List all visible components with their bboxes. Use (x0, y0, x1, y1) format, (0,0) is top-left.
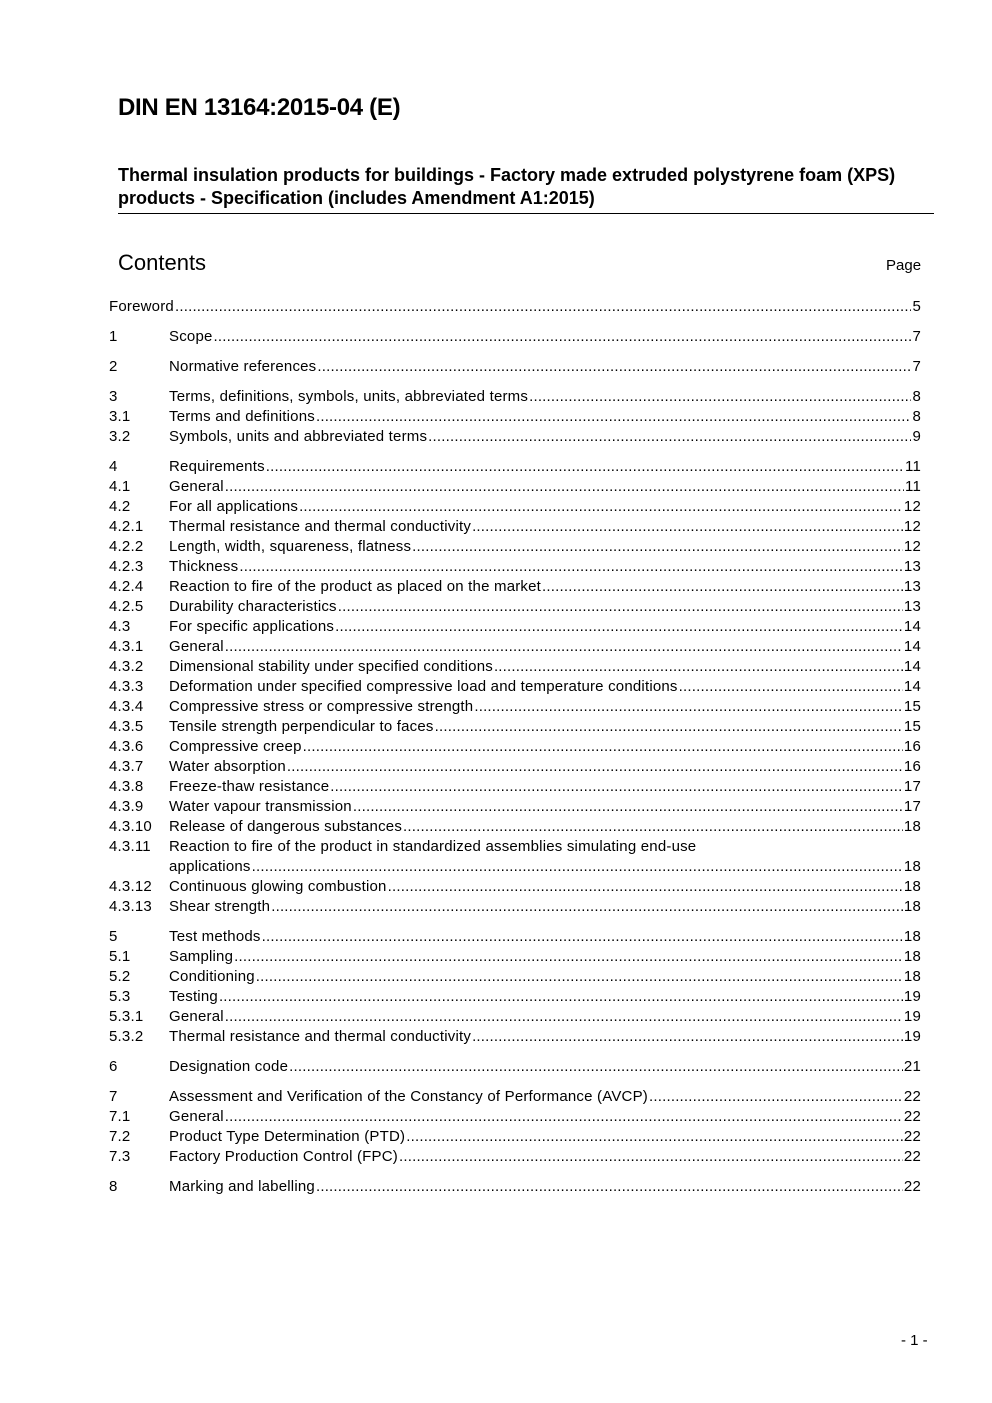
toc-page: 15 (903, 698, 921, 715)
toc-leader (317, 357, 911, 377)
toc-entry[interactable] (109, 427, 921, 447)
toc-entry[interactable] (109, 1007, 921, 1027)
toc-title: Assessment and Verification of the Constancy of Performance (AVCP) (169, 1088, 648, 1105)
toc-number: 4.3.1 (109, 638, 144, 655)
toc-page: 16 (903, 738, 921, 755)
page-number: - 1 - (901, 1332, 928, 1349)
toc-number: 4.3.6 (109, 738, 144, 755)
toc-leader (299, 497, 903, 517)
toc-entry[interactable] (109, 797, 921, 817)
toc-number: 7 (109, 1088, 118, 1105)
toc-title: Continuous glowing combustion (169, 878, 387, 895)
toc-leader (679, 677, 903, 697)
toc-number: 1 (109, 328, 118, 345)
toc-title: Scope (169, 328, 213, 345)
toc-title: Compressive stress or compressive strength (169, 698, 474, 715)
toc-page: 17 (903, 778, 921, 795)
toc-leader (225, 1107, 903, 1127)
toc-leader (271, 897, 903, 917)
toc-leader (225, 477, 904, 497)
toc-entry[interactable] (109, 1057, 921, 1077)
toc-page: 12 (903, 538, 921, 555)
toc-title: Product Type Determination (PTD) (169, 1128, 406, 1145)
toc-leader (494, 657, 903, 677)
toc-leader (252, 857, 903, 877)
toc-page: 22 (903, 1088, 921, 1105)
toc-number: 8 (109, 1178, 118, 1195)
toc-entry[interactable] (109, 697, 921, 717)
toc-title: Water vapour transmission (169, 798, 352, 815)
toc-page: 13 (903, 558, 921, 575)
toc-number: 3 (109, 388, 118, 405)
toc-page: 19 (903, 1008, 921, 1025)
toc-title: applications (169, 858, 251, 875)
toc-page: 14 (903, 678, 921, 695)
toc-title: Thickness (169, 558, 239, 575)
toc-title: Normative references (169, 358, 317, 375)
toc-title: Designation code (169, 1058, 289, 1075)
toc-entry[interactable] (109, 1147, 921, 1167)
toc-page: 18 (903, 968, 921, 985)
toc-title: Thermal resistance and thermal conductivity (169, 1028, 472, 1045)
toc-number: 4.1 (109, 478, 131, 495)
toc-number: 3.1 (109, 408, 131, 425)
toc-number: 4.3.2 (109, 658, 144, 675)
toc-title: Test methods (169, 928, 261, 945)
toc-entry[interactable] (109, 517, 921, 537)
toc-leader (412, 537, 903, 557)
toc-number: 4.3.11 (109, 838, 151, 855)
toc-page: 18 (903, 928, 921, 945)
toc-number: 4.3 (109, 618, 131, 635)
toc-leader (239, 557, 903, 577)
document-title: Thermal insulation products for buildings - Factory made extruded polystyrene foam (XPS) products - Specification (includes Amendment A1:2015) (118, 164, 934, 214)
toc-entry[interactable] (109, 737, 921, 757)
toc-title: Dimensional stability under specified conditions (169, 658, 493, 675)
toc-entry[interactable] (109, 327, 921, 347)
toc-entry[interactable] (109, 837, 921, 877)
toc-number: 5.1 (109, 948, 131, 965)
toc-number: 5.3.1 (109, 1008, 144, 1025)
toc-leader (316, 407, 912, 427)
toc-entry[interactable] (109, 1107, 921, 1127)
toc-title: For specific applications (169, 618, 335, 635)
toc-number: 7.3 (109, 1148, 131, 1165)
toc-number: 4.3.5 (109, 718, 144, 735)
toc-number: 4.2.2 (109, 538, 144, 555)
toc-number: 4.3.10 (109, 818, 152, 835)
toc-leader (335, 617, 903, 637)
toc-leader (289, 1057, 903, 1077)
toc-title: Thermal resistance and thermal conductivity (169, 518, 472, 535)
toc-leader (175, 297, 911, 317)
toc-number: 6 (109, 1058, 118, 1075)
toc-page: 18 (903, 858, 921, 875)
toc-title: Terms and definitions (169, 408, 315, 425)
toc-page: 19 (903, 1028, 921, 1045)
toc-title: Marking and labelling (169, 1178, 315, 1195)
toc-entry[interactable] (109, 777, 921, 797)
toc-leader (287, 757, 903, 777)
toc-number: 7.2 (109, 1128, 131, 1145)
toc-entry[interactable] (109, 817, 921, 837)
toc-number: 7.1 (109, 1108, 131, 1125)
toc-leader (649, 1087, 903, 1107)
toc-leader (406, 1127, 903, 1147)
toc-leader (225, 637, 903, 657)
toc-leader (472, 1027, 903, 1047)
toc-title: Tensile strength perpendicular to faces (169, 718, 434, 735)
toc-page: 19 (903, 988, 921, 1005)
toc-page: 13 (903, 578, 921, 595)
toc-title: Durability characteristics (169, 598, 337, 615)
toc-number: 4.3.13 (109, 898, 152, 915)
toc-page: 16 (903, 758, 921, 775)
toc-entry[interactable] (109, 407, 921, 427)
toc-title: Terms, definitions, symbols, units, abbreviated terms (169, 388, 529, 405)
table-of-contents (109, 297, 921, 1197)
toc-leader (256, 967, 903, 987)
toc-leader (225, 1007, 903, 1027)
toc-entry[interactable] (109, 947, 921, 967)
toc-entry[interactable] (109, 597, 921, 617)
toc-page: 18 (903, 818, 921, 835)
toc-entry[interactable] (109, 387, 921, 407)
toc-leader (316, 1177, 903, 1197)
toc-title: General (169, 1108, 224, 1125)
document-id: DIN EN 13164:2015-04 (E) (118, 94, 401, 121)
toc-title: Shear strength (169, 898, 271, 915)
toc-title: For all applications (169, 498, 299, 515)
toc-title: Reaction to fire of the product as placed on the market (169, 578, 542, 595)
toc-number: 4.3.9 (109, 798, 144, 815)
toc-number: 3.2 (109, 428, 131, 445)
toc-number: 4.3.7 (109, 758, 144, 775)
toc-leader (428, 427, 911, 447)
toc-entry[interactable] (109, 457, 921, 477)
toc-number: 4.3.12 (109, 878, 152, 895)
toc-number: 5 (109, 928, 118, 945)
toc-page: 7 (912, 358, 921, 375)
toc-entry[interactable] (109, 1087, 921, 1107)
toc-entry[interactable] (109, 637, 921, 657)
toc-entry[interactable] (109, 677, 921, 697)
toc-page: 13 (903, 598, 921, 615)
toc-page: 22 (903, 1128, 921, 1145)
toc-page: 18 (903, 898, 921, 915)
toc-title: Factory Production Control (FPC) (169, 1148, 398, 1165)
toc-entry[interactable] (109, 1027, 921, 1047)
toc-number: 4.2.3 (109, 558, 144, 575)
toc-leader (266, 457, 904, 477)
toc-entry[interactable] (109, 357, 921, 377)
toc-page: 9 (912, 428, 921, 445)
toc-page: 14 (903, 658, 921, 675)
toc-page: 7 (912, 328, 921, 345)
toc-leader (214, 327, 912, 347)
toc-entry[interactable] (109, 987, 921, 1007)
toc-number: 4.2.4 (109, 578, 144, 595)
toc-title: Water absorption (169, 758, 286, 775)
toc-page: 15 (903, 718, 921, 735)
toc-leader (399, 1147, 903, 1167)
toc-number: 4.3.8 (109, 778, 144, 795)
toc-entry[interactable] (109, 927, 921, 947)
toc-leader (219, 987, 903, 1007)
toc-entry[interactable] (109, 557, 921, 577)
toc-page: 14 (903, 638, 921, 655)
toc-entry[interactable] (109, 757, 921, 777)
toc-leader (542, 577, 903, 597)
toc-title: Deformation under specified compressive load and temperature conditions (169, 678, 678, 695)
toc-entry[interactable] (109, 717, 921, 737)
toc-leader (262, 927, 903, 947)
toc-entry[interactable] (109, 617, 921, 637)
toc-entry[interactable] (109, 477, 921, 497)
toc-page: 8 (912, 408, 921, 425)
toc-page: 8 (912, 388, 921, 405)
toc-title: General (169, 1008, 224, 1025)
toc-entry[interactable] (109, 897, 921, 917)
toc-number: 4.3.3 (109, 678, 144, 695)
toc-page: 18 (903, 948, 921, 965)
toc-leader (388, 877, 903, 897)
toc-page: 12 (903, 498, 921, 515)
toc-page: 17 (903, 798, 921, 815)
toc-leader (338, 597, 903, 617)
toc-title: General (169, 478, 224, 495)
contents-heading: Contents (118, 250, 207, 275)
toc-entry[interactable] (109, 1127, 921, 1147)
toc-title: Compressive creep (169, 738, 302, 755)
toc-title: Requirements (169, 458, 265, 475)
toc-page: 11 (905, 478, 921, 495)
toc-number: 2 (109, 358, 118, 375)
toc-page: 18 (903, 878, 921, 895)
toc-number: 5.3.2 (109, 1028, 144, 1045)
toc-entry[interactable] (109, 1177, 921, 1197)
toc-entry[interactable] (109, 877, 921, 897)
toc-leader (435, 717, 903, 737)
toc-page: 22 (903, 1108, 921, 1125)
toc-page: 22 (903, 1178, 921, 1195)
toc-leader (403, 817, 903, 837)
toc-entry[interactable] (109, 537, 921, 557)
toc-page: 11 (905, 458, 921, 475)
page-column-heading: Page (886, 257, 922, 274)
toc-leader (353, 797, 903, 817)
toc-title: Symbols, units and abbreviated terms (169, 428, 428, 445)
toc-page: 22 (903, 1148, 921, 1165)
toc-leader (330, 777, 903, 797)
toc-entry[interactable] (109, 657, 921, 677)
toc-entry[interactable] (109, 497, 921, 517)
toc-number: 4.2.1 (109, 518, 144, 535)
toc-page: 14 (903, 618, 921, 635)
toc-leader (472, 517, 903, 537)
toc-title-line1: Reaction to fire of the product in standardized assemblies simulating end-use (169, 838, 697, 855)
toc-title: Freeze-thaw resistance (169, 778, 330, 795)
toc-leader (234, 947, 903, 967)
toc-number: 4.2.5 (109, 598, 144, 615)
toc-leader (303, 737, 903, 757)
toc-title: Conditioning (169, 968, 255, 985)
toc-number: 5.3 (109, 988, 131, 1005)
toc-number: 4.3.4 (109, 698, 144, 715)
toc-page: 12 (903, 518, 921, 535)
toc-leader (529, 387, 911, 407)
toc-number: 4 (109, 458, 118, 475)
toc-title: General (169, 638, 224, 655)
toc-page: 5 (912, 298, 921, 315)
toc-title: Testing (169, 988, 218, 1005)
toc-entry-foreword[interactable] (109, 297, 921, 317)
toc-title: Foreword (109, 298, 174, 315)
toc-number: 4.2 (109, 498, 131, 515)
toc-number: 5.2 (109, 968, 131, 985)
toc-page: 21 (903, 1058, 921, 1075)
toc-title: Release of dangerous substances (169, 818, 403, 835)
toc-entry[interactable] (109, 967, 921, 987)
toc-entry[interactable] (109, 577, 921, 597)
toc-title: Sampling (169, 948, 234, 965)
toc-leader (474, 697, 903, 717)
toc-title: Length, width, squareness, flatness (169, 538, 412, 555)
